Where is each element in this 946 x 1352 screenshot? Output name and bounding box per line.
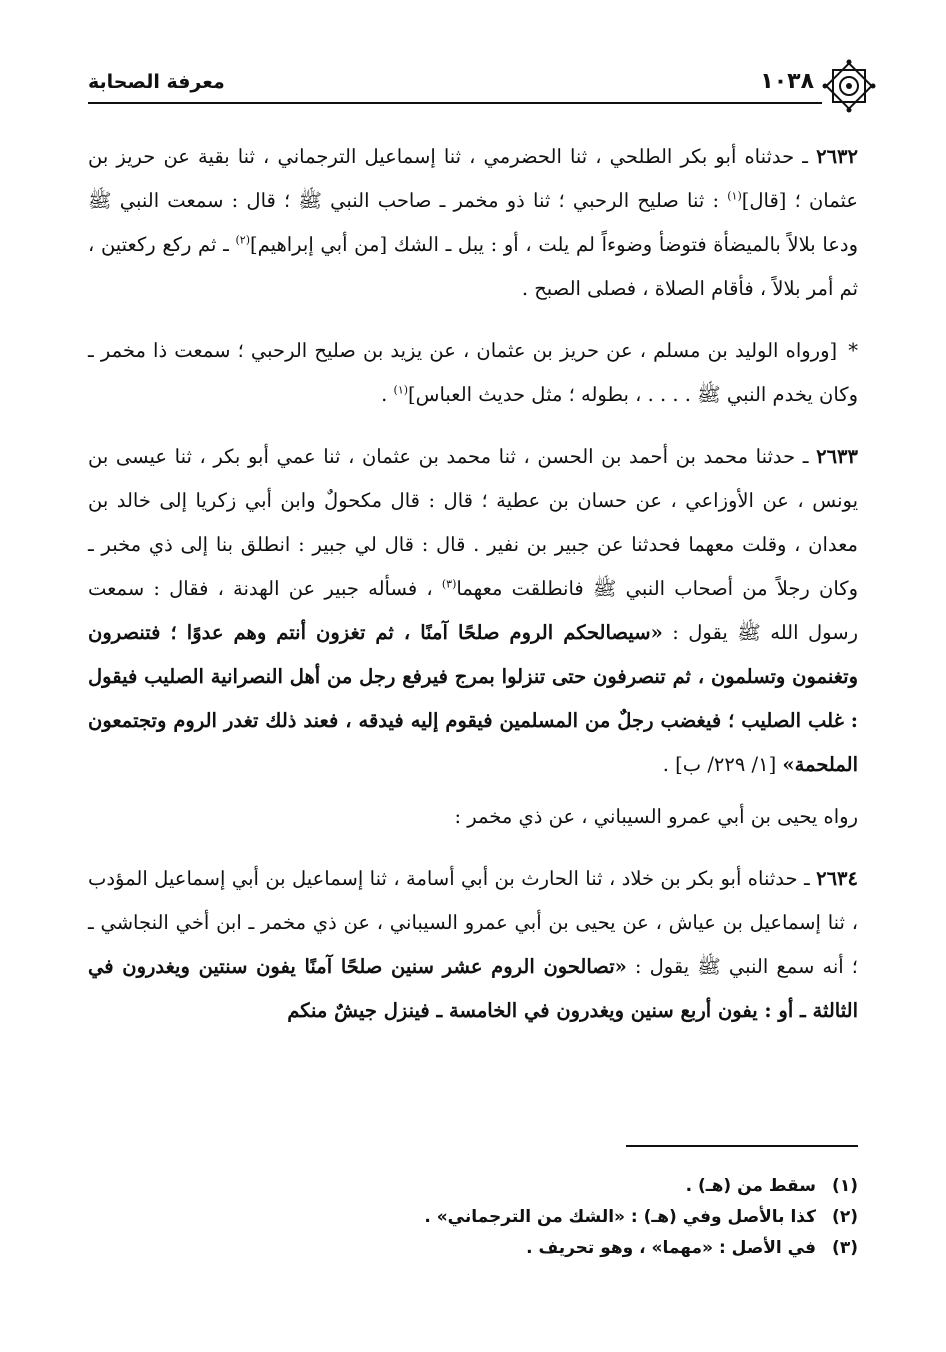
footnote-ref[interactable]: (١) (727, 189, 742, 203)
page-number: ١٠٣٨ (760, 69, 814, 94)
footnote-ref[interactable]: (١) (393, 383, 409, 397)
ornament-icon (822, 59, 876, 113)
hadith-text: ـ ثم ركع ركعتين ، ثم أمر بلالاً ، فأقام الصلاة ، فصلى الصبح . (88, 233, 858, 300)
hadith-text: : ثنا صليح الرحبي ؛ ثنا ذو مخمر ـ صاحب النبي ﷺ ؛ قال : سمعت النبي ﷺ ودعا بلالاً بالميضأة فتوضأ وضوءاً لم يلت ، أو : يبل ـ الشك [من أبي إبراهيم] (88, 189, 859, 256)
hadith-text: ، فسأله جبير عن الهدنة ، فقال : سمعت رسول الله ﷺ يقول : (88, 577, 858, 644)
footnote-rule (626, 1145, 858, 1147)
footnote-item (88, 1171, 858, 1202)
hadith-note (88, 329, 858, 417)
hadith-2634 (88, 857, 858, 1033)
footnote-item (88, 1233, 858, 1264)
main-text (88, 135, 858, 1041)
hadith-quote: «تصالحون الروم عشر سنين صلحًا آمنًا يفون سنتين ويغدرون في الثالثة ـ أو : يفون أربع سنين ويغدرون في الخامسة ـ فينزل جيشٌ منكم (88, 955, 858, 1022)
hadith-number: ٢٦٣٣ (816, 445, 858, 468)
footnote-text: كذا بالأصل وفي (هـ) : «الشك من الترجماني» . (424, 1207, 816, 1227)
footnote-ref[interactable]: (٢) (235, 233, 250, 247)
narration-line (88, 795, 858, 839)
hadith-text: . (381, 383, 394, 406)
footnote-number: (٢) (832, 1207, 858, 1227)
footnote-item (88, 1202, 858, 1233)
hadith-text: ـ حدثنا محمد بن أحمد بن الحسن ، ثنا محمد بن عثمان ، ثنا عمي أبو بكر ، ثنا عيسى بن يونس ، عن الأوزاعي ، عن حسان بن عطية ؛ قال : قال مكحولٌ وابن أبي زكريا إلى خالد بن معدان ، وقلت معهما فحدثنا عن جبير بن نفير . قال : قال لي جبير : انطلق بنا إلى ذي مخبر ـ وكان رجلاً من أصحاب النبي ﷺ فانطلقت معهما (88, 445, 858, 600)
star-marker: * (848, 339, 858, 362)
hadith-number: ٢٦٣٢ (816, 145, 858, 168)
hadith-text: [ورواه الوليد بن مسلم ، عن حريز بن عثمان ، عن يزيد بن صليح الرحبي ؛ سمعت ذا مخمر ـ وكان يخدم النبي ﷺ . . . . ، بطوله ؛ مثل حديث العباس] (88, 339, 858, 406)
hadith-text: ـ حدثناه أبو بكر بن خلاد ، ثنا الحارث بن أبي أسامة ، ثنا إسماعيل بن أبي إسماعيل المؤدب ، ثنا إسماعيل بن عياش ، عن يحيى بن أبي عمرو السيباني ، عن ذي مخمر ـ ابن أخي النجاشي ـ ؛ أنه سمع النبي ﷺ يقول : (88, 867, 859, 978)
footnote-number: (٣) (832, 1238, 858, 1258)
hadith-text: [١/ ٢٢٩/ ب] . (662, 753, 783, 776)
footnote-ref[interactable]: (٣) (441, 577, 457, 591)
page (88, 55, 858, 1325)
running-title: معرفة الصحابة (88, 71, 225, 93)
header-rule (88, 102, 822, 104)
hadith-text: رواه يحيى بن أبي عمرو السيباني ، عن ذي مخمر : (454, 805, 858, 828)
footnote-text: في الأصل : «مهما» ، وهو تحريف . (526, 1238, 816, 1258)
footnote-number: (١) (832, 1176, 858, 1196)
hadith-2633 (88, 435, 858, 787)
hadith-number: ٢٦٣٤ (816, 867, 858, 890)
page-header (88, 55, 858, 113)
hadith-2632 (88, 135, 858, 311)
footnotes (88, 1171, 858, 1264)
footnote-text: سقط من (هـ) . (685, 1176, 816, 1196)
hadith-quote: «سيصالحكم الروم صلحًا آمنًا ، ثم تغزون أنتم وهم عدوًا ؛ فتنصرون وتغنمون وتسلمون ، ثم تنصرفون حتى تنزلوا بمرج فيرفع رجل من أهل النصرانية الصليب فيقول : غلب الصليب ؛ فيغضب رجلٌ من المسلمين فيقوم إليه فيدقه ، فعند ذلك تغدر الروم وتجتمعون الملحمة» (88, 621, 858, 776)
hadith-text: ـ حدثناه أبو بكر الطلحي ، ثنا الحضرمي ، ثنا إسماعيل الترجماني ، ثنا بقية عن حريز بن عثمان ؛ [قال] (88, 145, 859, 212)
